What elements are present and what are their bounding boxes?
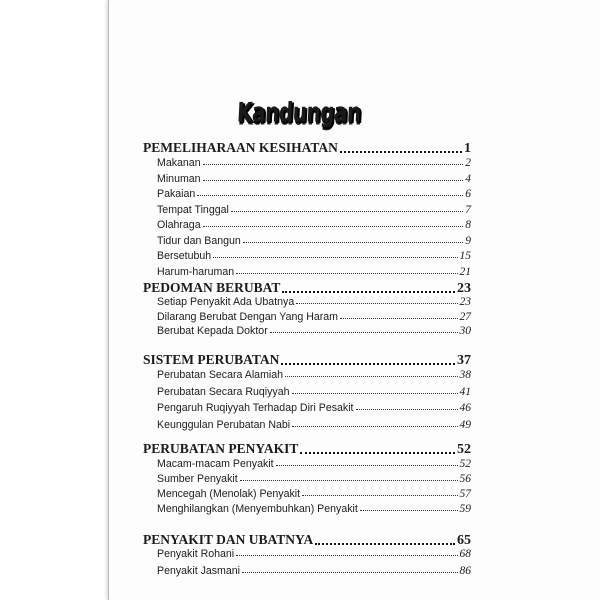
dot-leader (203, 164, 464, 165)
toc-entry-page-number: 68 (459, 548, 471, 560)
toc-entry-label: Menghilangkan (Menyembuhkan) Penyakit (157, 503, 358, 515)
toc-entry-label: Dilarang Berubat Dengan Yang Haram (157, 310, 338, 323)
toc-section-heading-page-number: 37 (457, 353, 471, 368)
toc-entry (157, 311, 471, 323)
dot-leader (281, 363, 455, 365)
toc-section-heading-label: PEDOMAN BERUBAT (143, 280, 281, 295)
toc-entry (157, 235, 471, 247)
dot-leader (360, 510, 458, 511)
toc-entry-page-number: 59 (459, 503, 471, 515)
toc-entry (157, 173, 471, 185)
toc-entry (157, 488, 471, 500)
toc-entry-page-number: 6 (465, 188, 471, 200)
toc-entry-label: Tidur dan Bangun (157, 234, 241, 247)
dot-leader (300, 452, 455, 454)
dot-leader (302, 495, 457, 496)
toc-entry-label: Minuman (157, 172, 201, 185)
dot-leader (231, 211, 463, 212)
toc-section-heading (143, 352, 471, 369)
dot-leader (236, 273, 457, 274)
toc-section-heading (143, 140, 471, 157)
toc-entry-page-number: 56 (459, 473, 471, 485)
toc-entry-page-number: 8 (465, 219, 471, 231)
toc-entry-label: Pakaian (157, 188, 196, 200)
dot-leader (197, 195, 463, 196)
dot-leader (270, 332, 458, 333)
toc-entry (157, 266, 471, 278)
toc-entry-label: Setiap Penyakit Ada Ubatnya (157, 296, 295, 308)
toc-entry (157, 157, 471, 169)
dot-leader (203, 226, 464, 227)
dot-leader (285, 376, 457, 377)
toc-entry-label: Perubatan Secara Ruqiyyah (157, 385, 290, 398)
toc-section-heading (143, 532, 471, 549)
toc-entry-label: Harum-haruman (157, 265, 235, 278)
toc-entry-label: Bersetubuh (157, 250, 212, 262)
dot-leader (340, 318, 458, 319)
toc-section-heading-label: PENYAKIT DAN UBATNYA (143, 532, 314, 547)
toc-entry-label: Penyakit Rohani (157, 548, 235, 560)
dot-leader (276, 465, 458, 466)
dot-leader (315, 543, 455, 545)
toc-entry-page-number: 38 (459, 369, 471, 381)
toc-entry (157, 219, 471, 231)
toc-entry-page-number: 15 (459, 250, 471, 262)
toc-entry (157, 204, 471, 216)
toc-section-heading-label: PERUBATAN PENYAKIT (143, 441, 299, 456)
dot-leader (243, 242, 463, 243)
toc-section-heading-label: PEMELIHARAAN KESIHATAN (143, 140, 338, 155)
toc-entry-label: Berubat Kepada Doktor (157, 325, 268, 337)
toc-entry-page-number: 41 (459, 385, 471, 398)
toc-entry (157, 386, 471, 398)
toc-entry-page-number: 21 (459, 265, 471, 278)
toc-entry-page-number: 7 (465, 203, 471, 216)
toc-entry-label: Tempat Tinggal (157, 203, 229, 216)
toc-entry-label: Mencegah (Menolak) Penyakit (157, 488, 301, 500)
toc-entry (157, 458, 471, 470)
toc-entry (157, 419, 471, 431)
toc-entry-page-number: 30 (459, 325, 471, 337)
dot-leader (240, 480, 458, 481)
toc-entry (157, 250, 471, 262)
toc-entry-page-number: 27 (459, 310, 471, 323)
toc-entry (157, 188, 471, 200)
dot-leader (292, 426, 457, 427)
toc-section-heading (143, 441, 471, 458)
toc-entry-page-number: 4 (465, 172, 471, 185)
dot-leader (203, 180, 464, 181)
dot-leader (213, 257, 457, 258)
toc-entry-page-number: 52 (459, 458, 471, 470)
dot-leader (340, 151, 462, 153)
toc-entry-page-number: 86 (459, 564, 471, 577)
toc-entry-page-number: 49 (459, 418, 471, 431)
dot-leader (236, 555, 457, 556)
toc-entry-page-number: 9 (465, 234, 471, 247)
toc-section-heading-page-number: 1 (464, 141, 471, 156)
toc-entry-page-number: 46 (459, 402, 471, 414)
toc-entry (157, 369, 471, 381)
toc-entry-label: Macam-macam Penyakit (157, 458, 274, 470)
dot-leader (242, 572, 457, 573)
toc-entry (157, 296, 471, 308)
toc-section-heading-page-number: 23 (457, 281, 471, 296)
toc-entry (157, 565, 471, 577)
toc-entry-page-number: 2 (465, 157, 471, 169)
toc-entry (157, 548, 471, 560)
toc-entry-page-number: 23 (459, 296, 471, 308)
toc-section-heading-page-number: 52 (457, 442, 471, 457)
toc-entry-label: Pengaruh Ruqiyyah Terhadap Diri Pesakit (157, 402, 354, 414)
toc-entry-label: Penyakit Jasmani (157, 564, 241, 577)
toc-entry-label: Sumber Penyakit (157, 473, 238, 485)
page-title: Kandungan (236, 96, 362, 129)
toc-entry (157, 325, 471, 337)
toc-entry-label: Keunggulan Perubatan Nabi (157, 418, 291, 431)
toc-entry (157, 473, 471, 485)
toc-entry-label: Perubatan Secara Alamiah (157, 369, 284, 381)
toc-section-heading-label: SISTEM PERUBATAN (143, 352, 280, 367)
toc-entry (157, 402, 471, 414)
dot-leader (296, 303, 457, 304)
dot-leader (356, 409, 458, 410)
toc-entry-label: Makanan (157, 157, 201, 169)
toc-entry-page-number: 57 (459, 488, 471, 500)
toc-entry-label: Olahraga (157, 219, 201, 231)
dot-leader (282, 291, 455, 293)
toc-entry (157, 503, 471, 515)
toc-section-heading (143, 280, 471, 297)
dot-leader (292, 393, 458, 394)
toc-section-heading-page-number: 65 (457, 533, 471, 548)
